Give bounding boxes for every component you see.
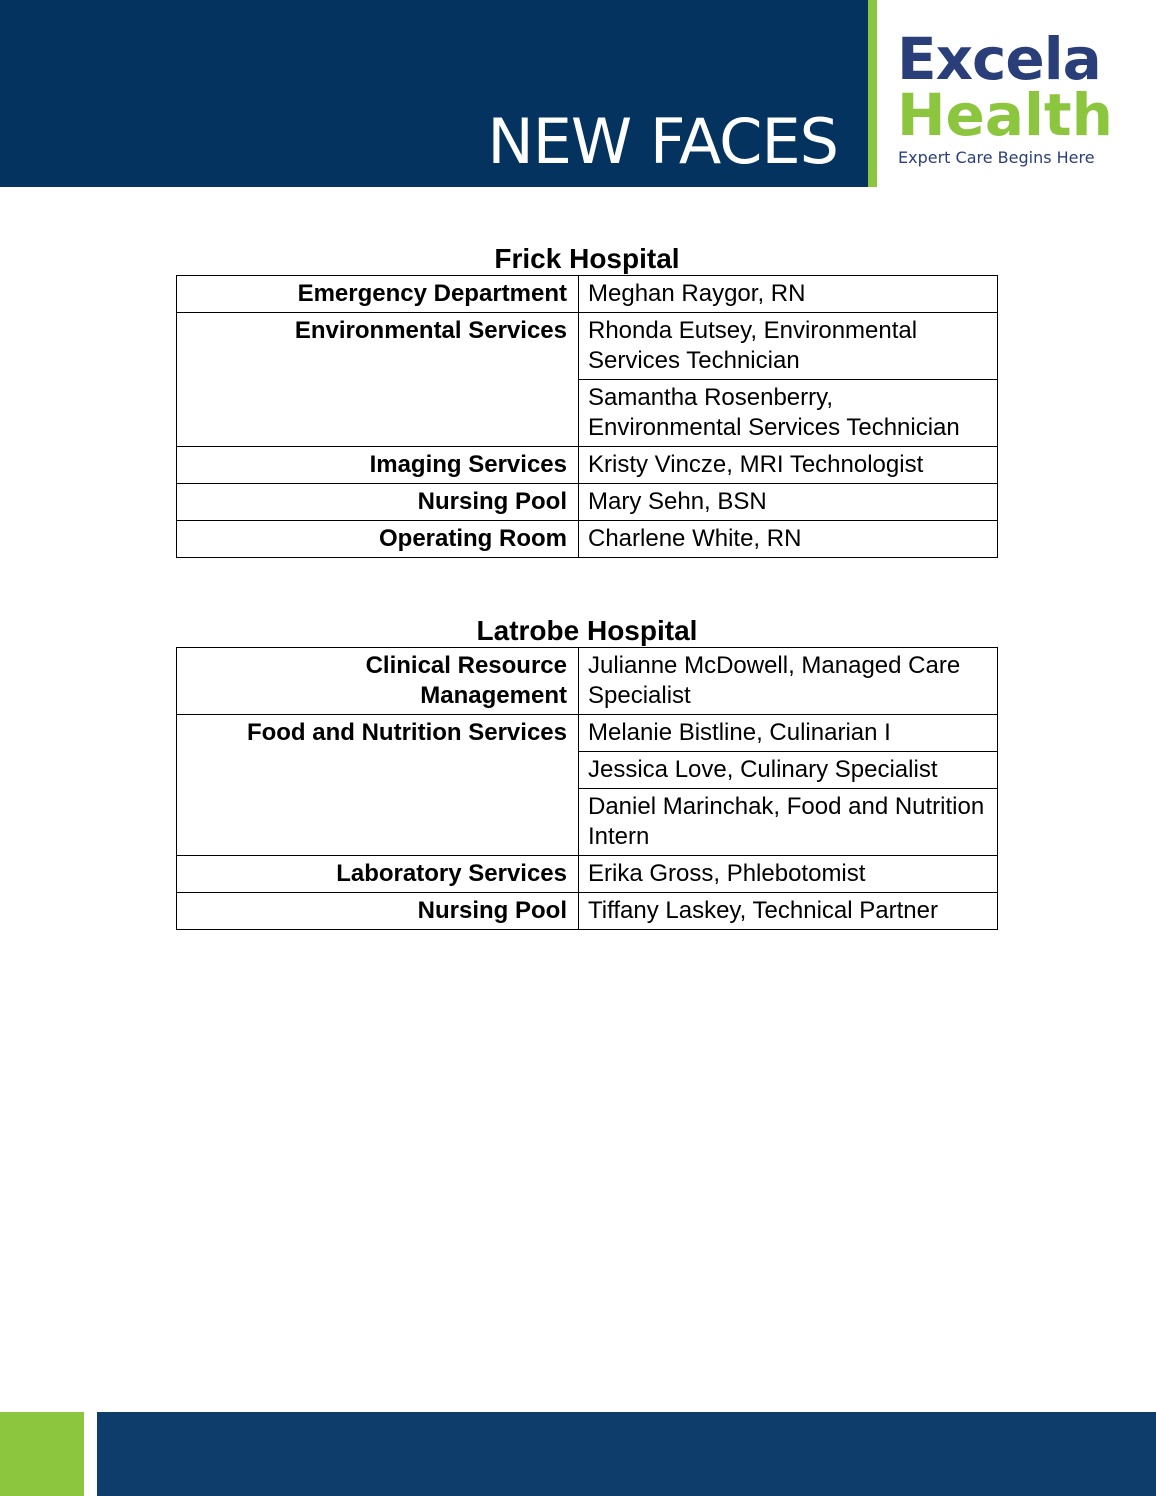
frick-hospital-table (176, 275, 998, 558)
department-cell: Clinical Resource Management (177, 648, 579, 715)
department-cell: Laboratory Services (177, 856, 579, 893)
table-row (177, 447, 998, 484)
table-row (177, 893, 998, 930)
footer-blue-band (97, 1412, 1156, 1496)
table-row (177, 484, 998, 521)
person-cell: Kristy Vincze, MRI Technologist (579, 447, 998, 484)
latrobe-hospital-table (176, 647, 998, 930)
section-title-latrobe: Latrobe Hospital (476, 615, 698, 646)
person-cell: Samantha Rosenberry, Environmental Services Technician (579, 380, 998, 447)
department-cell: Nursing Pool (177, 893, 579, 930)
person-cell: Tiffany Laskey, Technical Partner (579, 893, 998, 930)
table-row (177, 856, 998, 893)
department-cell: Emergency Department (177, 276, 579, 313)
person-cell: Melanie Bistline, Culinarian I (579, 715, 998, 752)
person-cell: Daniel Marinchak, Food and Nutrition Intern (579, 789, 998, 856)
department-cell: Nursing Pool (177, 484, 579, 521)
person-cell: Meghan Raygor, RN (579, 276, 998, 313)
person-cell: Charlene White, RN (579, 521, 998, 558)
logo-wordmark-excela: Excela (897, 25, 1101, 93)
table-row (177, 521, 998, 558)
person-cell: Rhonda Eutsey, Environmental Services Technician (579, 313, 998, 380)
section-title-frick: Frick Hospital (494, 243, 680, 274)
footer-green-block (0, 1412, 84, 1496)
department-cell: Imaging Services (177, 447, 579, 484)
logo-tagline: Expert Care Begins Here (898, 148, 1095, 167)
table-row (177, 715, 998, 752)
header-band (0, 0, 868, 187)
table-row (177, 313, 998, 380)
department-cell: Food and Nutrition Services (177, 715, 579, 856)
logo-wordmark-health: Health (897, 81, 1113, 149)
person-cell: Jessica Love, Culinary Specialist (579, 752, 998, 789)
table-row (177, 648, 998, 715)
page-title: NEW FACES (487, 105, 838, 178)
table-row (177, 276, 998, 313)
person-cell: Julianne McDowell, Managed Care Specialist (579, 648, 998, 715)
department-cell: Environmental Services (177, 313, 579, 447)
header-accent-rule (868, 0, 877, 187)
person-cell: Mary Sehn, BSN (579, 484, 998, 521)
person-cell: Erika Gross, Phlebotomist (579, 856, 998, 893)
department-cell: Operating Room (177, 521, 579, 558)
excela-health-logo (893, 24, 1133, 174)
